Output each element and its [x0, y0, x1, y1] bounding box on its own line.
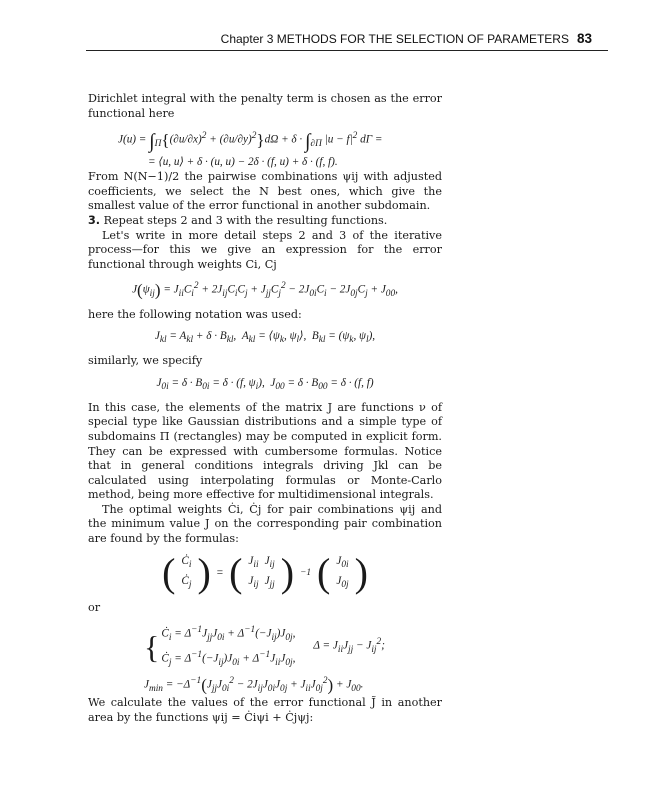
paragraph-similarly: similarly, we specify [88, 354, 203, 368]
equation-system: { $Ċ_i = \Delta^{-1}J_{jj}J_{0i} + \Delta^{-1}(-J_{ij})J_{0j}$, $Ċ_j = \Delta^{-1}(-J_{ij})J_{0i} + \Delta^{-1}J_{ii}J_{0j}$, $\Delta = J_{ii}J_{jj} - J_{ij}^2$; [144, 624, 385, 668]
paragraph-iterative: Let's write in more detail steps 2 and 3 of the iterative process—for this we give an expression for the error functional through weights Ci, Cj [88, 228, 442, 271]
or-label: or [88, 601, 101, 615]
step-3-number: 3. [88, 213, 101, 227]
paragraph-matrix-elements: In this case, the elements of the matrix J are functions ν of special type like Gaussian distributions and a simple type of subdomains Π (rectangles) may be computed in explicit form. They can be expressed with cumbersome formulas. Notice that in general conditions integrals driving Jkl can be calculated using interpolating formulas or Monte-Carlo method, being more effective for multidimensional integrals. [88, 400, 442, 502]
page-number: 83 [576, 31, 592, 46]
intro-paragraph: Dirichlet integral with the penalty term is chosen as the error functional here [88, 92, 442, 120]
paragraph-notation: here the following notation was used: [88, 307, 302, 321]
paragraph-calculate: We calculate the values of the error functional J̃ in another area by the functions ψij = Ċiψi + Ċjψj: [88, 696, 442, 724]
equation-matrix: ( $Ċ_i$ $Ċ_j$ ) = ( $J_{ii}$ $J_{ij}$ $J_{ij}$ $J_{jj}$ ) −1 ( $J_{0i}$ $J_{0j}$ ) [162, 549, 368, 595]
step-3 [88, 214, 442, 229]
running-header [221, 31, 592, 46]
equation-pair-functional: $J(\psi_{ij}) = J_{ii}C_i^2 + 2J_{ij}C_iC_j + J_{jj}C_j^2 - 2J_{0i}C_i - 2J_{0j}C_j + J_{00}$, [132, 281, 398, 301]
paragraph-optimal-weights: The optimal weights Ċi, Ċj for pair combinations ψij and the minimum value J on the corresponding pair combination are found by the formulas: [88, 502, 442, 546]
equation-jmin: $J_{min} = -\Delta^{-1}(J_{jj}J_{0i}^2 - 2J_{ij}J_{0i}J_{0j} + J_{ii}J_{0j}^2) + J_{00}$. [144, 675, 364, 695]
equation-error-functional: $J(u) = \int_\Pi\{(\partial u/\partial x)^2 + (\partial u/\partial y)^2\}d\Omega + \delta \cdot \int_{\partial\Pi}$ $|u - f|^2$ dΓ = = ⟨u, u⟩ + δ · (u, u) − 2δ · (f, u) + δ · (f, f). [118, 130, 383, 169]
equation-j0: $J_{0i} = \delta \cdot B_{0i} = \delta \cdot (f$, $\psi_i$), $J_{00} = \delta \cdot B_{00} = \delta \cdot (f$, f) [156, 376, 374, 393]
header-rule [86, 50, 608, 51]
paragraph-pairwise: From N(N−1)/2 the pairwise combinations ψij with adjusted coefficients, we select the N best ones, which give the smallest value of the error functional in another subdomain. [88, 170, 442, 213]
chapter-title: Chapter 3 METHODS FOR THE SELECTION OF PARAMETERS [220, 32, 569, 46]
equation-notation: $J_{kl} = A_{kl} + \delta \cdot B_{kl}$, $A_{kl}$ = $⟨\psi_k$, $\psi_l⟩$, $B_{kl} = (\psi_k$, $\psi_l$), [154, 330, 376, 346]
step-3-text: Repeat steps 2 and 3 with the resulting functions. [103, 213, 388, 227]
page-body [88, 92, 442, 725]
